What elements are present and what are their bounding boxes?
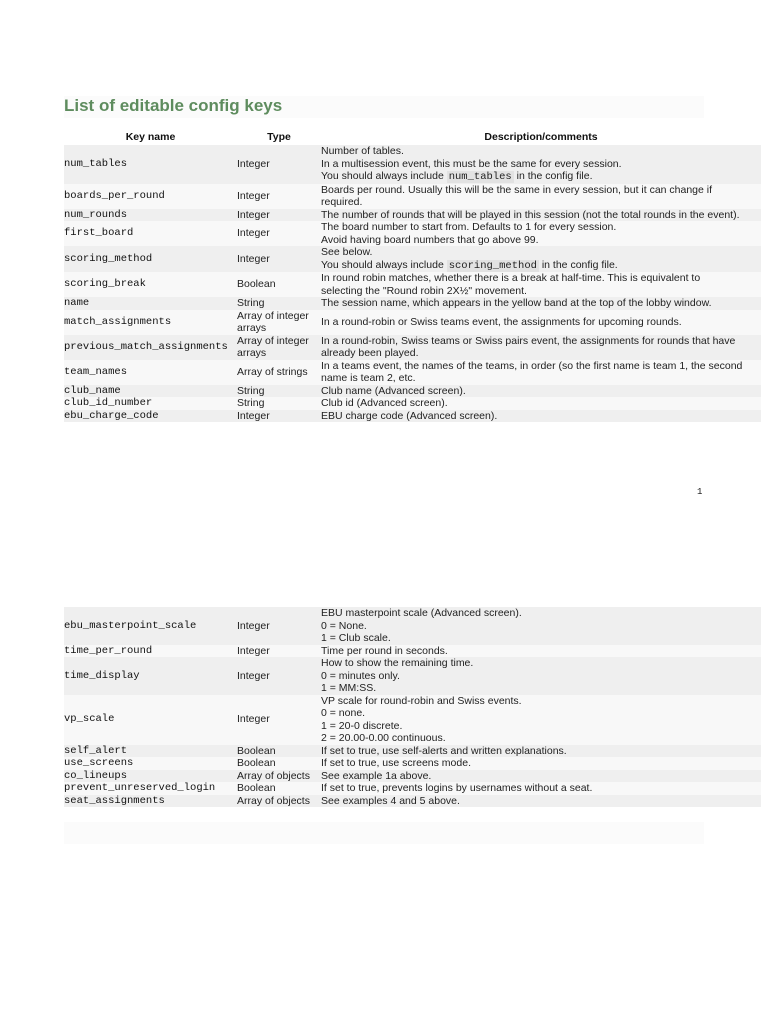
description-text: Club id (Advanced screen).: [321, 397, 448, 409]
key-name-cell: club_name: [64, 385, 237, 398]
description-line: [321, 145, 761, 158]
key-name-cell: ebu_charge_code: [64, 410, 237, 423]
key-name-cell: num_rounds: [64, 209, 237, 222]
table-row: [64, 221, 761, 246]
header-type: Type: [267, 131, 291, 144]
type-cell: Array of integer arrays: [237, 335, 321, 360]
description-text: The board number to start from. Defaults to 1 for every session.: [321, 221, 617, 233]
description-cell: [321, 310, 761, 335]
description-line: [321, 657, 761, 670]
type-cell: Array of strings: [237, 360, 321, 385]
description-text: in the config file.: [538, 258, 618, 271]
description-text: The session name, which appears in the yellow band at the top of the lobby window.: [321, 297, 712, 309]
key-name-cell: vp_scale: [64, 695, 237, 745]
description-line: [321, 196, 761, 209]
type-cell: Integer: [237, 695, 321, 745]
description-line: [321, 632, 761, 645]
type-cell: Boolean: [237, 745, 321, 758]
description-line: [321, 184, 761, 197]
description-cell: [321, 246, 761, 272]
page-number: 1: [697, 487, 703, 497]
description-line: [321, 170, 761, 184]
description-cell: [321, 397, 761, 410]
type-cell: Boolean: [237, 782, 321, 795]
type-cell: String: [237, 385, 321, 398]
description-text: VP scale for round-robin and Swiss events.: [321, 694, 522, 707]
description-text: In a teams event, the names of the teams, in order (so the first name is team 1, the second: [321, 359, 743, 372]
key-name-cell: co_lineups: [64, 770, 237, 783]
description-cell: [321, 645, 761, 658]
description-line: [321, 385, 761, 398]
description-line: [321, 347, 761, 360]
description-cell: [321, 272, 761, 297]
table-row: [64, 310, 761, 335]
key-name-cell: name: [64, 297, 237, 310]
key-name-cell: scoring_method: [64, 246, 237, 272]
description-text: 0 = minutes only.: [321, 669, 400, 682]
description-cell: [321, 782, 761, 795]
description-text: In a round-robin or Swiss teams event, the assignments for upcoming rounds.: [321, 315, 682, 328]
config-keys-table: [64, 130, 761, 422]
description-text: Number of tables.: [321, 145, 404, 157]
key-name-cell: boards_per_round: [64, 184, 237, 209]
description-line: [321, 335, 761, 348]
description-text: If set to true, prevents logins by usernames without a seat.: [321, 782, 593, 794]
key-name-cell: match_assignments: [64, 310, 237, 335]
key-name-cell: prevent_unreserved_login: [64, 782, 237, 795]
inline-code: num_tables: [448, 171, 512, 183]
key-name-cell: previous_match_assignments: [64, 335, 237, 360]
key-name-cell: time_per_round: [64, 645, 237, 658]
description-line: [321, 745, 761, 758]
description-text: See examples 4 and 5 above.: [321, 794, 460, 807]
key-name-cell: num_tables: [64, 145, 237, 184]
description-line: [321, 682, 761, 695]
description-line: [321, 410, 761, 423]
inline-code: scoring_method: [448, 259, 537, 272]
description-text: If set to true, use self-alerts and written explanations.: [321, 744, 567, 757]
table-row: [64, 272, 761, 297]
description-text: In a round-robin, Swiss teams or Swiss pairs event, the assignments for rounds that have: [321, 334, 736, 347]
key-name-cell: first_board: [64, 221, 237, 246]
type-cell: Integer: [237, 410, 321, 423]
description-line: [321, 158, 761, 171]
description-line: [321, 620, 761, 633]
table-row: [64, 645, 761, 658]
description-line: [321, 209, 761, 222]
table-row: [64, 757, 761, 770]
description-text: How to show the remaining time.: [321, 657, 474, 669]
type-cell: Integer: [237, 246, 321, 272]
description-text: You should always include: [321, 258, 447, 271]
description-line: [321, 607, 761, 620]
description-text: required.: [321, 196, 363, 208]
description-cell: [321, 335, 761, 360]
description-line: [321, 707, 761, 720]
header-description: Description/comments: [484, 131, 598, 144]
type-cell: Array of objects: [237, 795, 321, 808]
description-text: In a multisession event, this must be the same for every session.: [321, 157, 622, 170]
description-line: [321, 695, 761, 708]
type-cell: Array of integer arrays: [237, 310, 321, 335]
description-cell: [321, 360, 761, 385]
description-cell: [321, 410, 761, 423]
description-text: already been played.: [321, 347, 419, 359]
description-text: The number of rounds that will be played in this session (not the total rounds in the event).: [321, 208, 740, 221]
key-name-cell: scoring_break: [64, 272, 237, 297]
description-line: [321, 645, 761, 658]
page-title: List of editable config keys: [64, 96, 283, 115]
description-text: Boards per round. Usually this will be the same in every session, but it can change if: [321, 183, 713, 196]
config-keys-body: [64, 145, 761, 422]
description-text: Club name (Advanced screen).: [321, 384, 466, 397]
description-cell: [321, 184, 761, 209]
description-text: 2 = 20.00-0.00 continuous.: [321, 732, 446, 744]
type-cell: Integer: [237, 607, 321, 645]
key-name-cell: seat_assignments: [64, 795, 237, 808]
description-line: [321, 720, 761, 733]
type-cell: Integer: [237, 645, 321, 658]
table-row: [64, 795, 761, 808]
table-row: [64, 770, 761, 783]
description-line: [321, 372, 761, 385]
table-row: [64, 782, 761, 795]
footer-band: [64, 822, 704, 844]
description-line: [321, 272, 761, 285]
description-text: If set to true, use screens mode.: [321, 757, 471, 769]
key-name-cell: team_names: [64, 360, 237, 385]
description-line: [321, 732, 761, 745]
type-cell: String: [237, 397, 321, 410]
table-row: [64, 385, 761, 398]
table-row: [64, 297, 761, 310]
description-text: 1 = MM:SS.: [321, 682, 377, 694]
description-text: in the config file.: [513, 170, 593, 182]
description-line: [321, 397, 761, 410]
description-text: Time per round in seconds.: [321, 644, 448, 657]
description-text: 1 = 20-0 discrete.: [321, 719, 403, 732]
description-line: [321, 757, 761, 770]
table-row: [64, 607, 761, 645]
type-cell: Integer: [237, 145, 321, 184]
description-text: 1 = Club scale.: [321, 632, 391, 644]
description-cell: [321, 385, 761, 398]
description-text: Avoid having board numbers that go above 99.: [321, 233, 539, 246]
table-row: [64, 360, 761, 385]
description-line: [321, 285, 761, 298]
description-line: [321, 316, 761, 329]
description-line: [321, 297, 761, 310]
type-cell: Integer: [237, 209, 321, 222]
description-line: [321, 234, 761, 247]
table-row: [64, 145, 761, 184]
type-cell: Boolean: [237, 272, 321, 297]
description-text: selecting the "Round robin 2X½" movement.: [321, 284, 527, 297]
key-name-cell: club_id_number: [64, 397, 237, 410]
description-text: EBU charge code (Advanced screen).: [321, 409, 498, 422]
description-cell: [321, 657, 761, 695]
type-cell: Boolean: [237, 757, 321, 770]
config-keys-table-continued: [64, 607, 761, 807]
description-text: 0 = none.: [321, 707, 366, 719]
description-line: [321, 795, 761, 808]
key-name-cell: time_display: [64, 657, 237, 695]
description-text: See below.: [321, 246, 373, 258]
table-row: [64, 695, 761, 745]
description-cell: [321, 297, 761, 310]
description-text: 0 = None.: [321, 619, 367, 632]
key-name-cell: use_screens: [64, 757, 237, 770]
description-cell: [321, 221, 761, 246]
description-line: [321, 246, 761, 259]
description-line: [321, 360, 761, 373]
description-cell: [321, 745, 761, 758]
table-header-row: [64, 130, 761, 145]
config-keys-body-continued: [64, 607, 761, 807]
description-cell: [321, 795, 761, 808]
key-name-cell: ebu_masterpoint_scale: [64, 607, 237, 645]
description-text: You should always include: [321, 170, 447, 182]
type-cell: Integer: [237, 184, 321, 209]
table-row: [64, 184, 761, 209]
description-text: In round robin matches, whether there is a break at half-time. This is equivalent to: [321, 272, 701, 284]
description-cell: [321, 209, 761, 222]
key-name-cell: self_alert: [64, 745, 237, 758]
header-key-name: Key name: [125, 131, 176, 144]
type-cell: Integer: [237, 657, 321, 695]
description-line: [321, 670, 761, 683]
description-cell: [321, 145, 761, 184]
description-text: EBU masterpoint scale (Advanced screen).: [321, 607, 522, 619]
table-row: [64, 209, 761, 222]
table-row: [64, 335, 761, 360]
type-cell: Array of objects: [237, 770, 321, 783]
table-row: [64, 745, 761, 758]
type-cell: Integer: [237, 221, 321, 246]
description-cell: [321, 757, 761, 770]
description-line: [321, 259, 761, 273]
table-row: [64, 410, 761, 423]
description-line: [321, 770, 761, 783]
description-line: [321, 221, 761, 234]
description-cell: [321, 770, 761, 783]
table-row: [64, 657, 761, 695]
table-row: [64, 397, 761, 410]
type-cell: String: [237, 297, 321, 310]
description-cell: [321, 607, 761, 645]
description-line: [321, 782, 761, 795]
description-cell: [321, 695, 761, 745]
description-text: name is team 2, etc.: [321, 372, 416, 384]
description-text: See example 1a above.: [321, 769, 432, 782]
table-row: [64, 246, 761, 272]
